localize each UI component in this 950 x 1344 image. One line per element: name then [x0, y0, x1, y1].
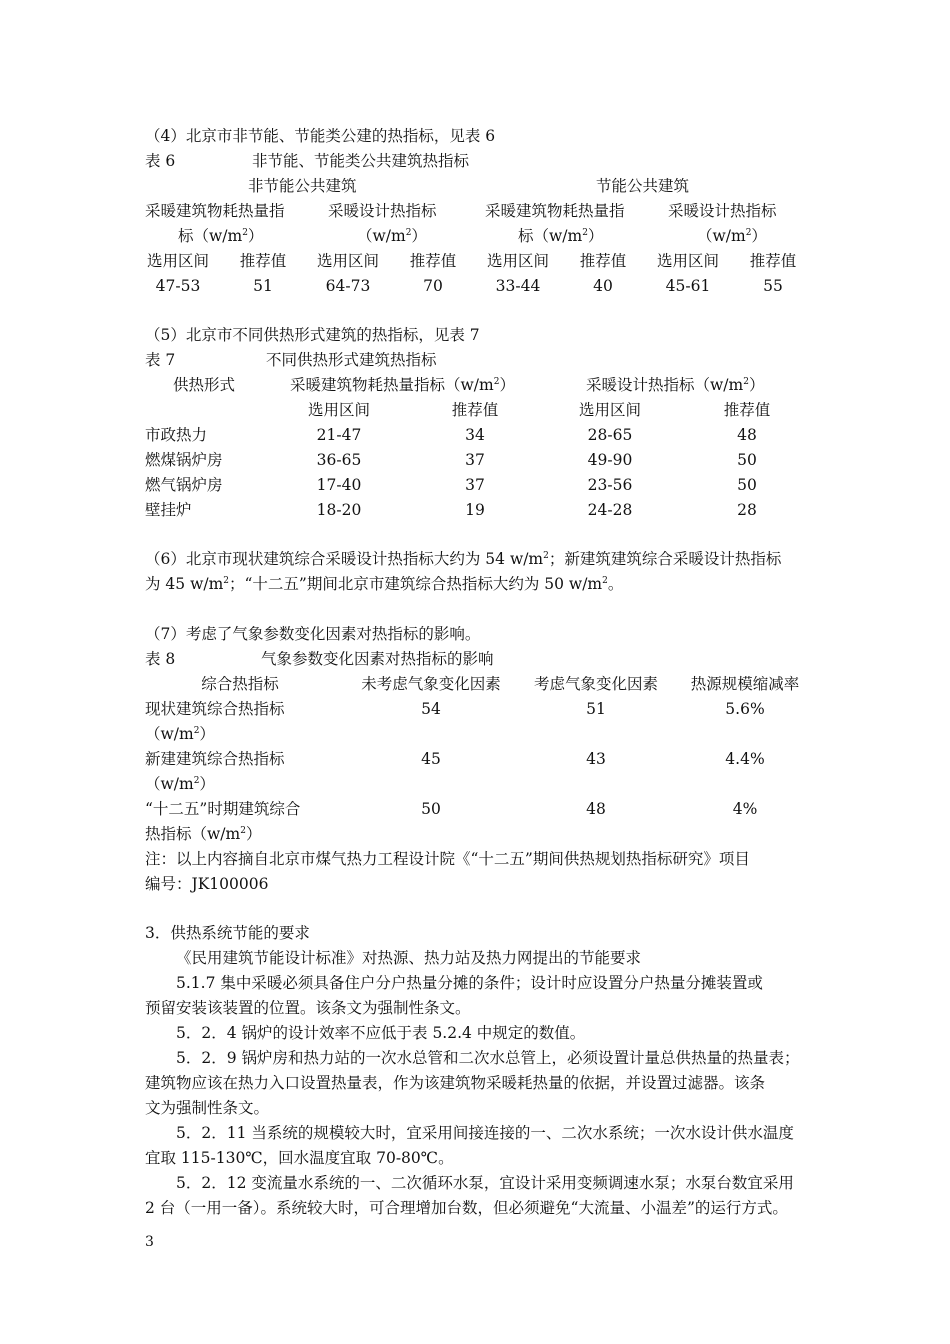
clause-5-2-11-cont: 宜取 115-130℃，回水温度宜取 70-80℃。 [145, 1149, 454, 1167]
row-value: 51 [586, 700, 606, 718]
col-index: 综合热指标 [201, 675, 279, 693]
row-value: 37 [465, 476, 485, 494]
table-8-label: 表 8 [145, 650, 176, 668]
group-non-energy-saving: 非节能公共建筑 [248, 177, 357, 195]
row-name: 新建建筑综合热指标 [145, 750, 285, 768]
row-value: 4.4% [725, 750, 765, 768]
clause-5-2-11: 5．2．11 当系统的规模较大时，宜采用间接连接的一、二次水系统；一次水设计供水温度 [176, 1124, 794, 1142]
row-value: 49-90 [587, 451, 633, 469]
clause-5-2-9-cont: 建筑物应该在热力入口设置热量表，作为该建筑物采暖耗热量的依据，并设置过滤器。该条 [145, 1074, 766, 1092]
header-consume-1b: 标$(w/m^2)$ [178, 227, 264, 245]
row-value: 28-65 [587, 426, 633, 444]
row-value: 18-20 [316, 501, 362, 519]
row-value: 36-65 [316, 451, 362, 469]
row-name: 现状建筑综合热指标 [145, 700, 285, 718]
col-consume-index: 采暖建筑物耗热量指标$(w/m^2)$ [290, 376, 515, 394]
clause-5-2-12-cont: 2 台（一用一备）。系统较大时，可合理增加台数，但必须避免“大流量、小温差”的运行方式。 [145, 1199, 788, 1217]
table-7-title: 不同供热形式建筑热指标 [266, 351, 437, 369]
row-value: 37 [465, 451, 485, 469]
table-6-value: 45-61 [665, 277, 711, 295]
table-6-value: 55 [763, 277, 783, 295]
section-6-line-2: 为 45 $w/m^2$；“十二五”期间北京市建筑综合热指标大约为 50 $w/m^2$。 [145, 575, 624, 593]
col-range: 选用区间 [656, 252, 720, 270]
clause-5-1-7: 5.1.7 集中采暖必须具备住户分户热量分摊的条件；设计时应设置分户热量分摊装置或 [176, 974, 763, 992]
page-number: 3 [145, 1234, 154, 1250]
col-range: 选用区间 [316, 252, 380, 270]
row-name: 燃气锅炉房 [145, 476, 223, 494]
col-range: 选用区间 [578, 401, 642, 419]
col-design-index: 采暖设计热指标$(w/m^2)$ [586, 376, 765, 394]
col-range: 选用区间 [486, 252, 550, 270]
table-8-title: 气象参数变化因素对热指标的影响 [261, 650, 494, 668]
table-7-label: 表 7 [145, 351, 176, 369]
row-value: 48 [737, 426, 757, 444]
clause-5-2-9: 5．2．9 锅炉房和热力站的一次水总管和二次水总管上，必须设置计量总供热量的热量表； [176, 1049, 800, 1067]
source-note-number: 编号：JK100006 [145, 875, 269, 893]
section-4-heading: （4）北京市非节能、节能类公建的热指标，见表 6 [145, 127, 496, 145]
source-note: 注：以上内容摘自北京市煤气热力工程设计院《“十二五”期间供热规划热指标研究》项目 [145, 850, 750, 868]
col-weather: 考虑气象变化因素 [533, 675, 659, 693]
row-value: 50 [737, 476, 757, 494]
col-rec: 推荐值 [723, 401, 771, 419]
header-consume-2b: 标$(w/m^2)$ [518, 227, 604, 245]
row-name: 市政热力 [145, 426, 208, 444]
row-value: 43 [586, 750, 606, 768]
table-6-title: 非节能、节能类公共建筑热指标 [252, 152, 470, 170]
col-rec: 推荐值 [409, 252, 457, 270]
table-6-label: 表 6 [145, 152, 176, 170]
row-value: 21-47 [316, 426, 362, 444]
section-7-heading: （7）考虑了气象参数变化因素对热指标的影响。 [145, 625, 481, 643]
col-range: 选用区间 [146, 252, 210, 270]
header-consume-2a: 采暖建筑物耗热量指 [485, 202, 625, 220]
row-name: 壁挂炉 [145, 501, 192, 519]
row-name-unit: 热指标$(w/m^2)$ [145, 825, 262, 843]
header-design-1a: 采暖设计热指标 [328, 202, 437, 220]
col-range: 选用区间 [307, 401, 371, 419]
row-value: 23-56 [587, 476, 633, 494]
table-6-value: 33-44 [495, 277, 541, 295]
section-6-line-1: （6）北京市现状建筑综合采暖设计热指标大约为 54 $w/m^2$；新建筑建筑综合采暖设计热指标 [145, 550, 782, 568]
row-value: 45 [421, 750, 441, 768]
col-reduction: 热源规模缩减率 [690, 675, 800, 693]
section-3-heading: 3．供热系统节能的要求 [145, 924, 310, 942]
header-design-1b: $(w/m^2)$ [357, 227, 427, 245]
clause-5-2-12: 5．2．12 变流量水系统的一、二次循环水泵，宜设计采用变频调速水泵；水泵台数宜采用 [176, 1174, 794, 1192]
clause-5-2-4: 5．2．4 锅炉的设计效率不应低于表 5.2.4 中规定的数值。 [176, 1024, 586, 1042]
row-name: “十二五”时期建筑综合 [145, 800, 301, 818]
row-value: 28 [737, 501, 757, 519]
group-energy-saving: 节能公共建筑 [596, 177, 690, 195]
col-rec: 推荐值 [451, 401, 499, 419]
col-heating-form: 供热形式 [173, 376, 236, 394]
table-6-value: 40 [593, 277, 613, 295]
row-value: 4% [732, 800, 758, 818]
row-value: 54 [421, 700, 441, 718]
col-no-weather: 未考虑气象变化因素 [361, 675, 501, 693]
header-design-2a: 采暖设计热指标 [668, 202, 777, 220]
row-value: 24-28 [587, 501, 633, 519]
col-rec: 推荐值 [749, 252, 797, 270]
section-5-heading: （5）北京市不同供热形式建筑的热指标，见表 7 [145, 326, 480, 344]
row-value: 50 [737, 451, 757, 469]
clause-5-2-9-end: 文为强制性条文。 [145, 1099, 270, 1117]
row-name-unit: $(w/m^2)$ [145, 725, 215, 743]
col-rec: 推荐值 [239, 252, 287, 270]
table-6-value: 70 [423, 277, 443, 295]
row-value: 5.6% [725, 700, 765, 718]
col-rec: 推荐值 [579, 252, 627, 270]
table-6-value: 47-53 [155, 277, 201, 295]
header-consume-1a: 采暖建筑物耗热量指 [145, 202, 285, 220]
header-design-2b: $(w/m^2)$ [697, 227, 767, 245]
table-6-value: 51 [253, 277, 273, 295]
row-value: 34 [465, 426, 485, 444]
clause-5-1-7-cont: 预留安装该装置的位置。该条文为强制性条文。 [145, 999, 471, 1017]
row-name: 燃煤锅炉房 [145, 451, 223, 469]
row-value: 48 [586, 800, 606, 818]
row-value: 17-40 [316, 476, 362, 494]
row-value: 19 [465, 501, 485, 519]
row-value: 50 [421, 800, 441, 818]
table-6-value: 64-73 [325, 277, 371, 295]
row-name-unit: $(w/m^2)$ [145, 775, 215, 793]
standard-intro: 《民用建筑节能设计标准》对热源、热力站及热力网提出的节能要求 [176, 949, 642, 967]
